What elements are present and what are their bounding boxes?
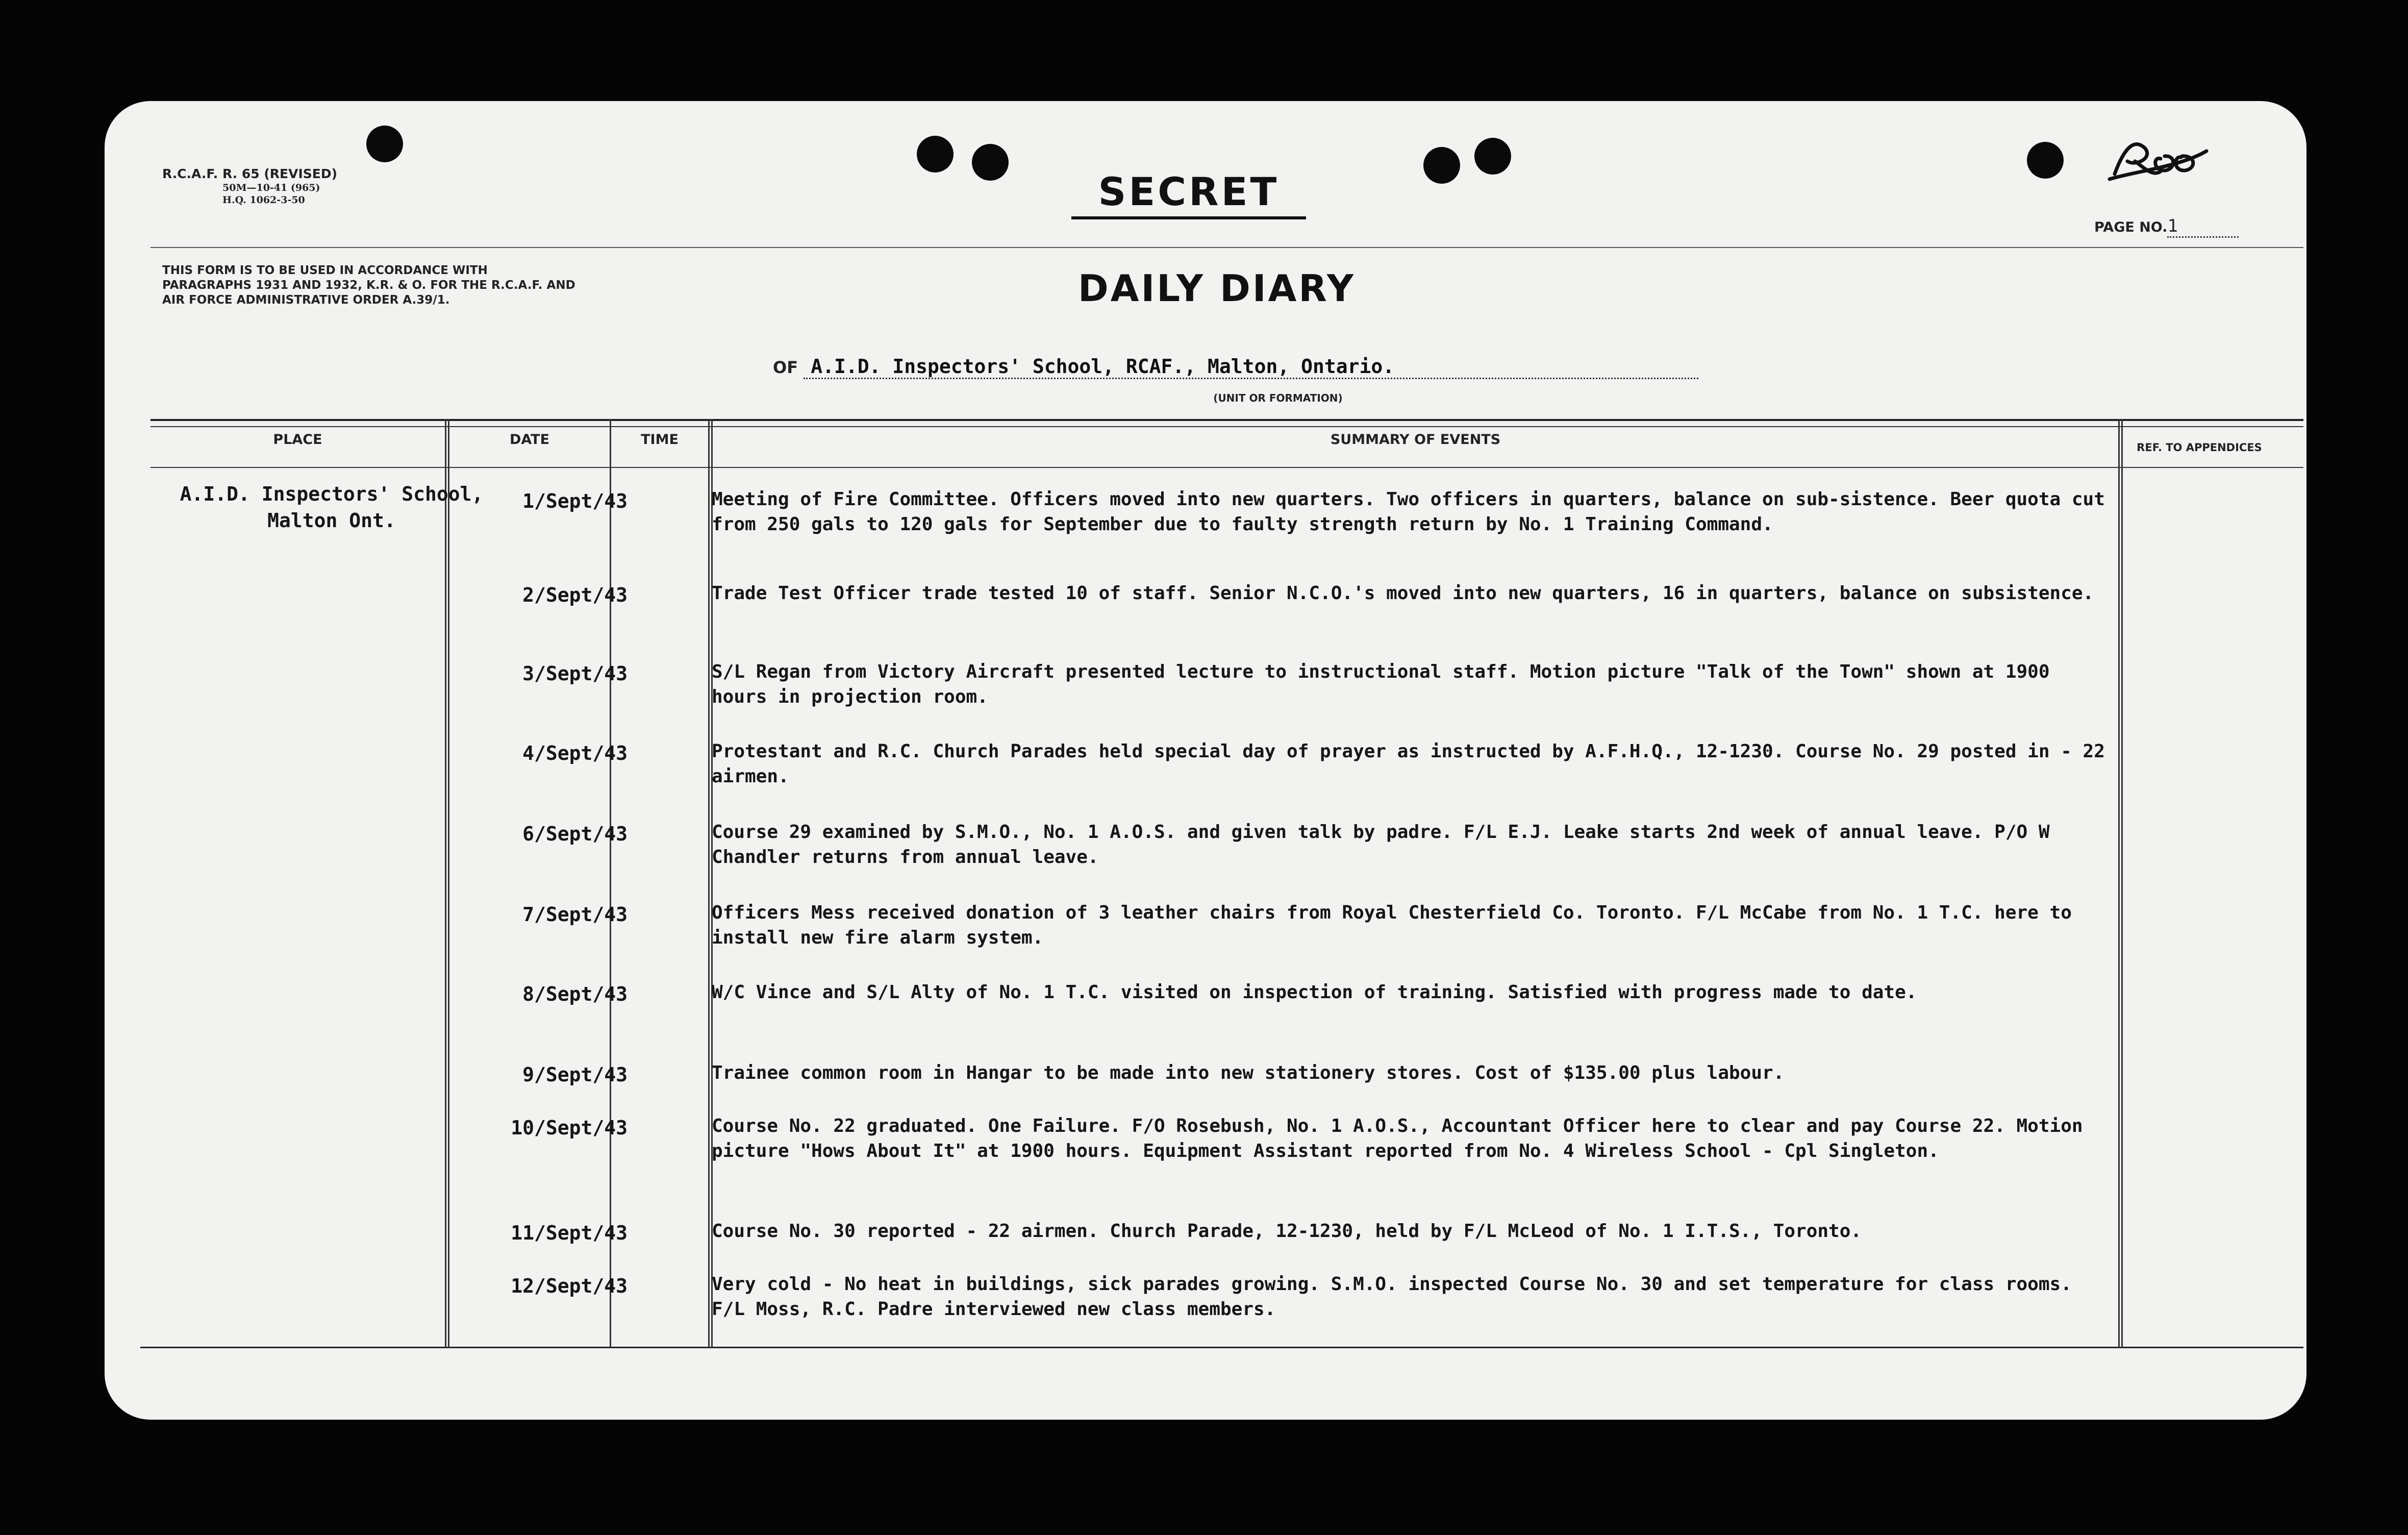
column-divider-place bbox=[445, 419, 449, 1348]
entry-summary: Very cold - No heat in buildings, sick parades growing. S.M.O. inspected Course No. 30 and set temperature for class rooms. F/L Moss, R.C. Padre interviewed new class members. bbox=[712, 1274, 2072, 1320]
column-header-place: PLACE bbox=[273, 432, 322, 448]
entry-date: 8/Sept/43 bbox=[522, 983, 628, 1005]
unit-of-label: OF bbox=[773, 358, 798, 377]
punch-hole-1 bbox=[366, 126, 403, 162]
header-divider bbox=[150, 247, 2303, 248]
table-bottom-rule bbox=[140, 1347, 2303, 1348]
place-cell: A.I.D. Inspectors' School, Malton Ont. bbox=[180, 483, 484, 532]
usage-note: THIS FORM IS TO BE USED IN ACCORDANCE WITH PARAGRAPHS 1931 AND 1932, K.R. & O. FOR THE R.C.A.F. AND AIR FORCE ADMINISTRATIVE ORDER A.39/1. bbox=[162, 264, 575, 307]
handwritten-mark-icon bbox=[2104, 131, 2212, 187]
punch-hole-6 bbox=[2027, 142, 2064, 179]
entry-date: 7/Sept/43 bbox=[522, 903, 628, 926]
column-header-summary: SUMMARY OF EVENTS bbox=[1330, 432, 1501, 448]
unit-line bbox=[773, 355, 1698, 379]
unit-name: A.I.D. Inspectors' School, RCAF., Malton, Ontario. bbox=[804, 355, 1698, 379]
table-header-rule bbox=[150, 467, 2303, 468]
classification-stamp: SECRET bbox=[1071, 167, 1306, 219]
entry-summary: W/C Vince and S/L Alty of No. 1 T.C. visited on inspection of training. Satisfied with progress made to date. bbox=[712, 982, 1917, 1003]
punch-hole-2 bbox=[917, 136, 954, 172]
entry-date: 6/Sept/43 bbox=[522, 823, 628, 845]
entry-date: 3/Sept/43 bbox=[522, 662, 628, 685]
entry-summary: Course No. 30 reported - 22 airmen. Church Parade, 12-1230, held by F/L McLeod of No. 1 I.T.S., Toronto. bbox=[712, 1221, 1862, 1242]
entry-date: 12/Sept/43 bbox=[511, 1275, 628, 1297]
entry-date: 11/Sept/43 bbox=[511, 1222, 628, 1244]
entry-summary: Course No. 22 graduated. One Failure. F/O Rosebush, No. 1 A.O.S., Accountant Officer here to clear and pay Course 22. Motion picture "Hows About It" at 1900 hours. Equipment Assistant reported from No. 4 Wireless School - Cpl Singleton. bbox=[712, 1116, 2083, 1161]
entry-summary: Trade Test Officer trade tested 10 of staff. Senior N.C.O.'s moved into new quarters, 16 in quarters, balance on subsistence. bbox=[712, 583, 2094, 604]
punch-hole-3 bbox=[972, 144, 1009, 181]
unit-caption: (UNIT OR FORMATION) bbox=[1213, 392, 1343, 404]
entry-date: 2/Sept/43 bbox=[522, 584, 628, 606]
page-title: DAILY DIARY bbox=[1077, 267, 1356, 310]
column-divider-date bbox=[610, 419, 611, 1348]
form-hq-number: H.Q. 1062-3-50 bbox=[222, 194, 305, 206]
column-divider-summary bbox=[2118, 419, 2123, 1348]
table-top-rule bbox=[150, 419, 2303, 421]
diary-sheet bbox=[105, 101, 2306, 1420]
entry-summary: Protestant and R.C. Church Parades held special day of prayer as instructed by A.F.H.Q., 12-1230. Course No. 29 posted in - 22 airmen. bbox=[712, 741, 2105, 787]
punch-hole-4 bbox=[1423, 147, 1460, 184]
column-divider-time bbox=[708, 419, 713, 1348]
page-number bbox=[2094, 216, 2239, 238]
entry-date: 4/Sept/43 bbox=[522, 742, 628, 764]
column-header-ref: REF. TO APPENDICES bbox=[2137, 441, 2262, 454]
form-print-run: 50M—10-41 (965) bbox=[222, 182, 320, 193]
entry-summary: Trainee common room in Hangar to be made into new stationery stores. Cost of $135.00 plus labour. bbox=[712, 1062, 1785, 1083]
entry-summary: Meeting of Fire Committee. Officers moved into new quarters. Two officers in quarters, balance on sub-sistence. Beer quota cut from 250 gals to 120 gals for September due to faulty strength return by No. 1 Training Command. bbox=[712, 489, 2105, 535]
entry-summary: Officers Mess received donation of 3 leather chairs from Royal Chesterfield Co. Toronto. F/L McCabe from No. 1 T.C. here to install new fire alarm system. bbox=[712, 902, 2072, 948]
page-number-label: PAGE NO. bbox=[2094, 219, 2168, 235]
form-reference bbox=[162, 166, 337, 206]
entry-summary: S/L Regan from Victory Aircraft presented lecture to instructional staff. Motion picture "Talk of the Town" shown at 1900 hours in projection room. bbox=[712, 661, 2050, 707]
entry-date: 9/Sept/43 bbox=[522, 1063, 628, 1086]
entry-date: 10/Sept/43 bbox=[511, 1117, 628, 1139]
entry-summary: Course 29 examined by S.M.O., No. 1 A.O.S. and given talk by padre. F/L E.J. Leake starts 2nd week of annual leave. P/O W Chandler returns from annual leave. bbox=[712, 822, 2050, 868]
table-top-rule-inner bbox=[150, 426, 2303, 427]
column-header-date: DATE bbox=[509, 432, 550, 448]
punch-hole-5 bbox=[1474, 138, 1511, 175]
column-header-time: TIME bbox=[641, 432, 679, 448]
page-number-value: 1 bbox=[2167, 216, 2239, 238]
form-number: R.C.A.F. R. 65 (REVISED) bbox=[162, 166, 338, 181]
entry-date: 1/Sept/43 bbox=[522, 490, 628, 512]
